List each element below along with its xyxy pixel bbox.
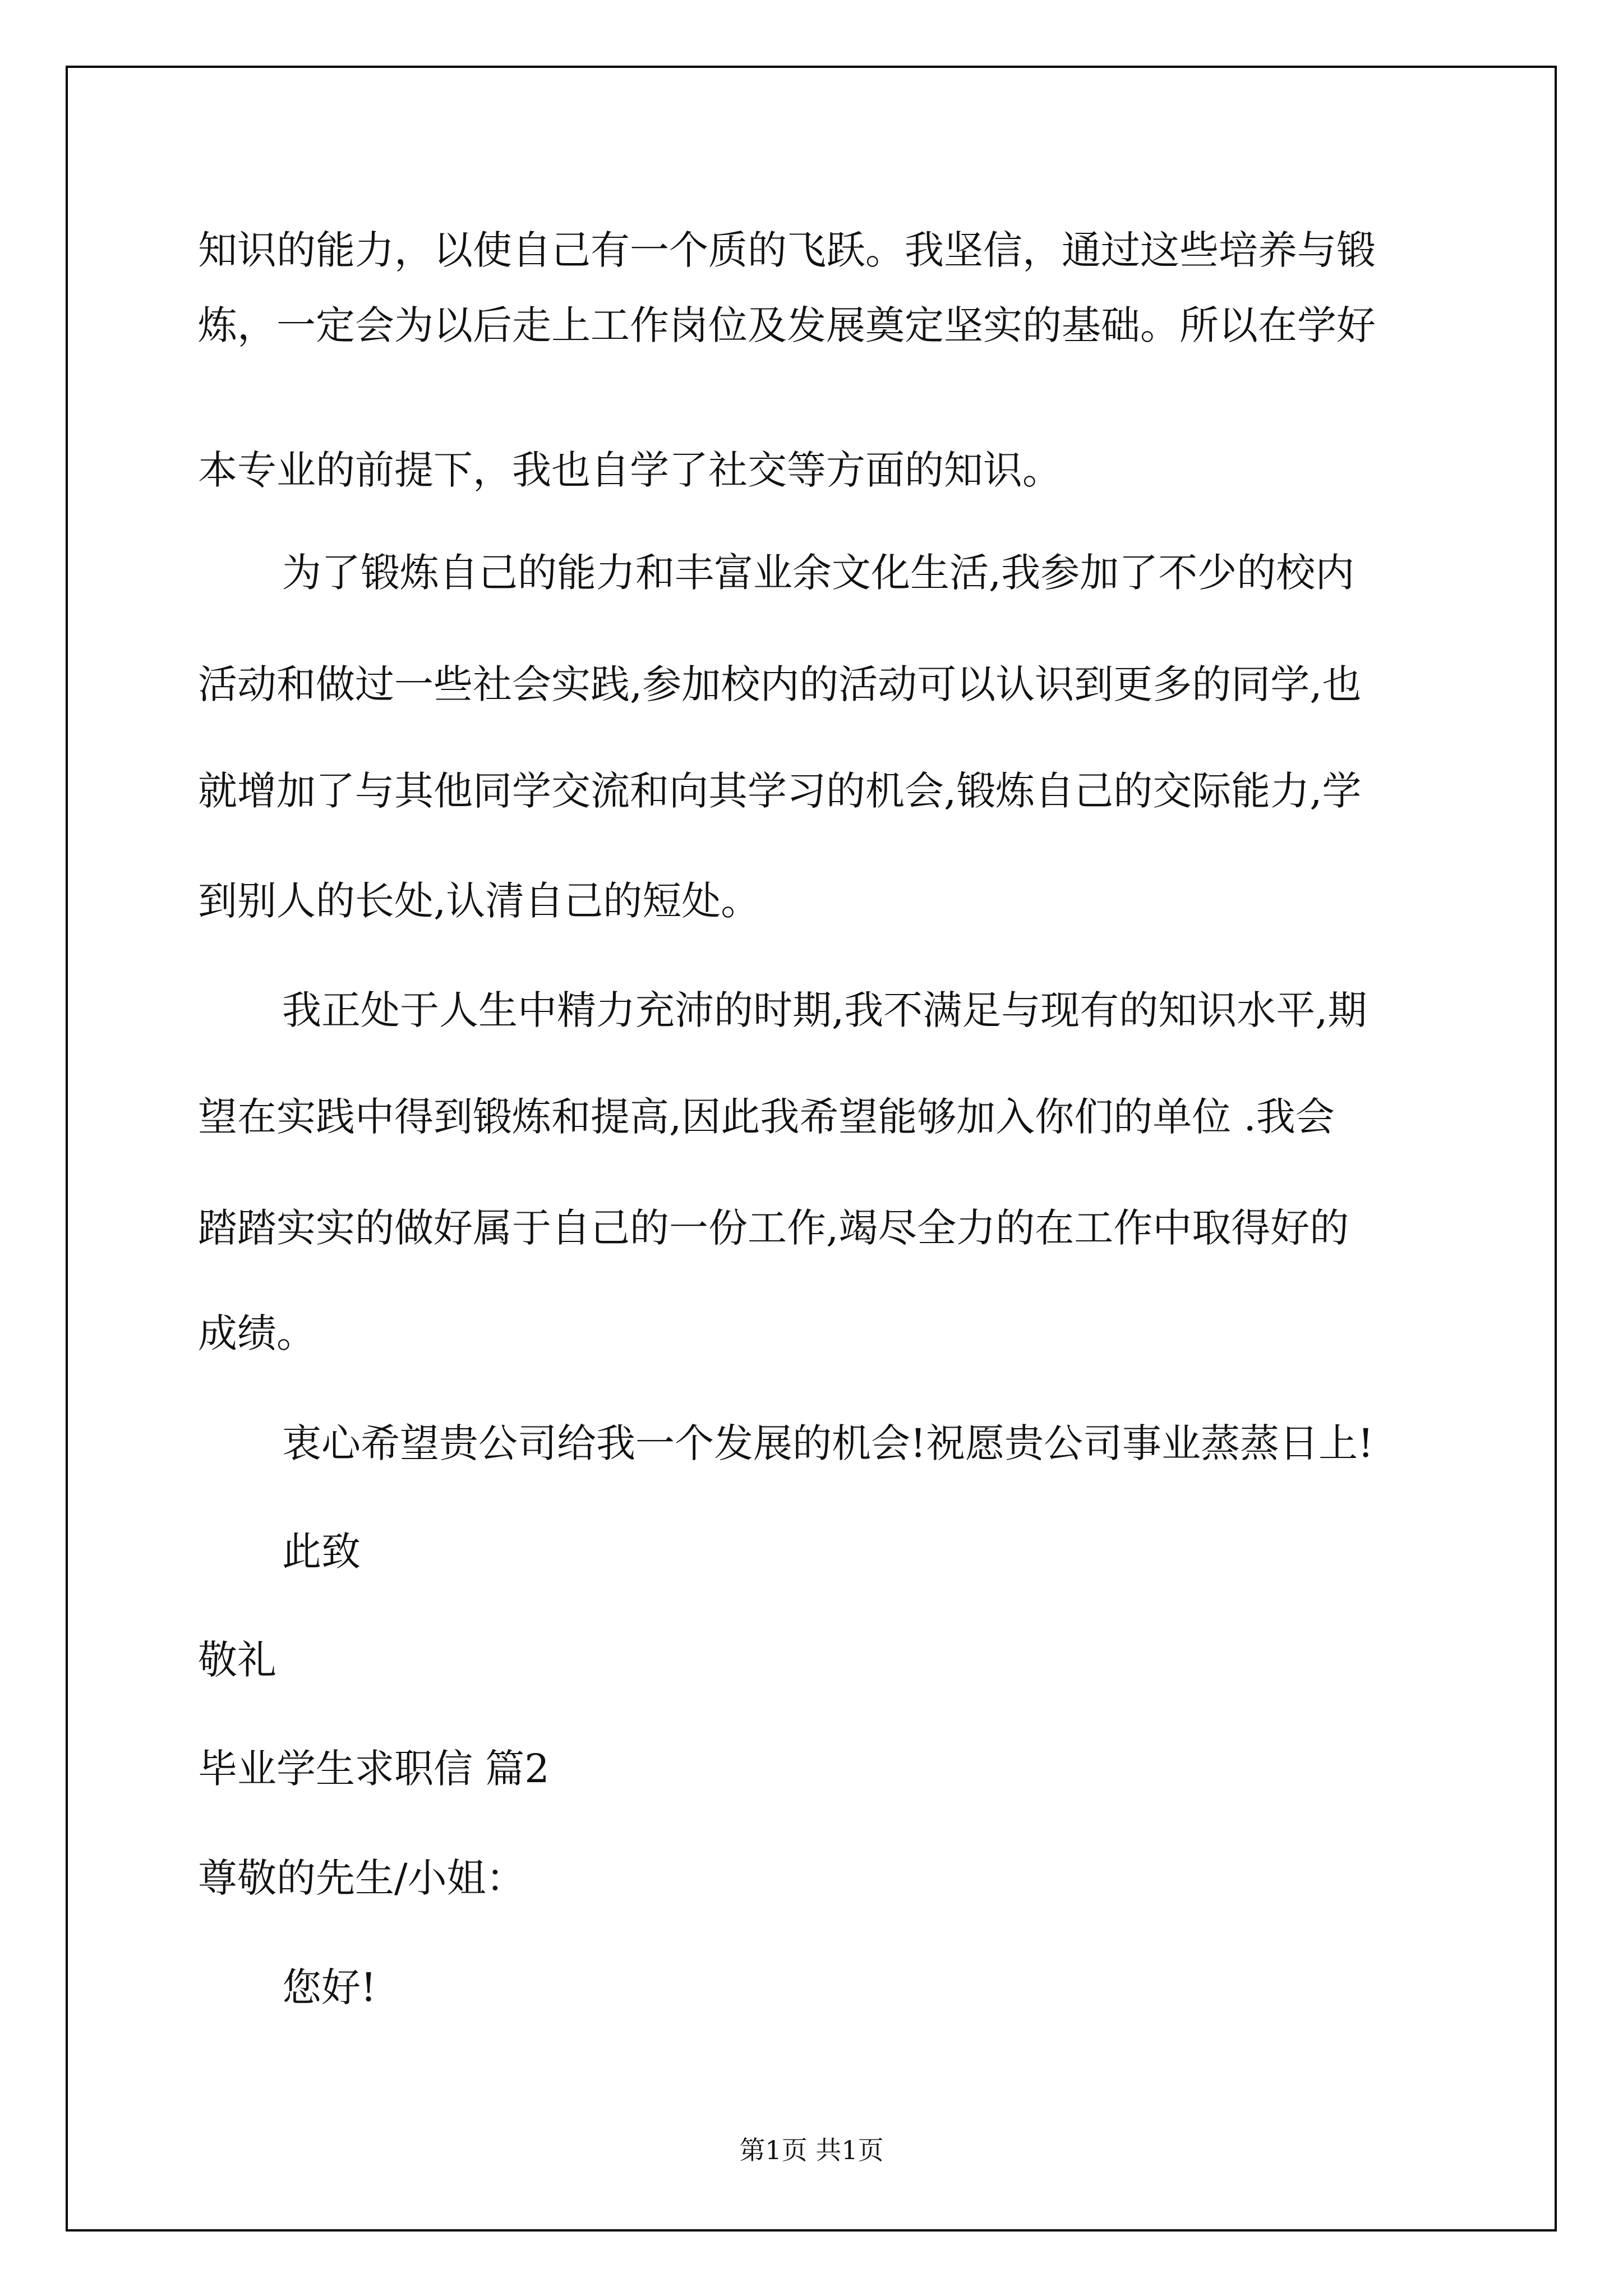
text-line-9: 望在实践中得到锻炼和提高,因此我希望能够加入你们的单位 .我会 bbox=[198, 1094, 1335, 1140]
page-footer: 第1页 共1页 bbox=[739, 2135, 884, 2165]
text-line-6: 就增加了与其他同学交流和向其学习的机会,锻炼自己的交际能力,学 bbox=[198, 768, 1362, 814]
text-line-12: 衷心希望贵公司给我一个发展的机会!祝愿贵公司事业蒸蒸日上! bbox=[282, 1420, 1374, 1466]
page-border bbox=[66, 66, 1557, 2231]
text-line-7: 到别人的长处,认清自己的短处。 bbox=[198, 878, 760, 924]
text-line-10: 踏踏实实的做好属于自己的一份工作,竭尽全力的在工作中取得好的 bbox=[198, 1205, 1349, 1251]
text-line-11: 成绩。 bbox=[198, 1310, 316, 1356]
section-heading: 毕业学生求职信 篇2 bbox=[198, 1746, 550, 1792]
text-line-8: 我正处于人生中精力充沛的时期,我不满足与现有的知识水平,期 bbox=[282, 987, 1367, 1033]
text-line-2: 炼，一定会为以后走上工作岗位及发展奠定坚实的基础。所以在学好 bbox=[198, 302, 1376, 348]
text-line-1: 知识的能力，以使自己有一个质的飞跃。我坚信，通过这些培养与锻 bbox=[198, 227, 1376, 273]
closing-salute: 敬礼 bbox=[198, 1637, 276, 1683]
closing-greeting: 此致 bbox=[282, 1529, 361, 1575]
salutation: 尊敬的先生/小姐： bbox=[198, 1855, 525, 1901]
text-line-3: 本专业的前提下，我也自学了社交等方面的知识。 bbox=[198, 447, 1062, 493]
text-line-5: 活动和做过一些社会实践,参加校内的活动可以认识到更多的同学,也 bbox=[198, 661, 1362, 707]
text-line-4: 为了锻炼自己的能力和丰富业余文化生活,我参加了不少的校内 bbox=[282, 550, 1355, 596]
greeting: 您好! bbox=[282, 1964, 377, 2010]
